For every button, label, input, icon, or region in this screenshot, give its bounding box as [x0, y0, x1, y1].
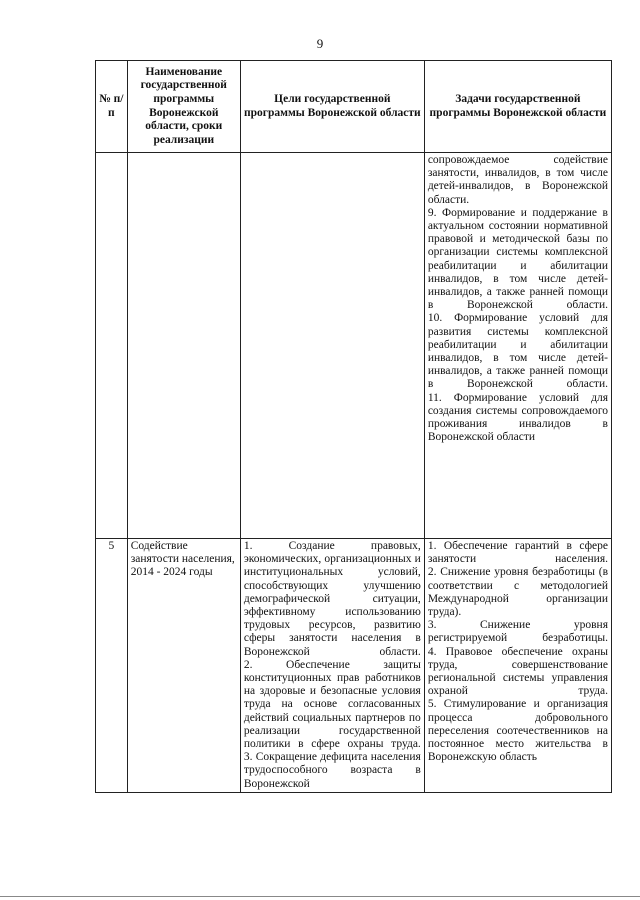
task-paragraph: 10. Формирование условий для развития системы комплексной реабилитации и абилитации инвалидов, в том числе детей-инвалидов, а также ранней помощи в Воронежской области. [427, 312, 608, 391]
task-paragraph: сопровождаемое содействие занятости, инвалидов, в том числе детей-инвалидов, в Воронежской области. [427, 154, 608, 206]
header-program-name: Наименование государственной программы Воронежской области, сроки реализации [127, 61, 240, 153]
table-row [96, 153, 612, 539]
task-paragraph: 3. Снижение уровня регистрируемой безработицы. [427, 619, 608, 645]
cell-num-empty [96, 153, 128, 539]
task-paragraph: 9. Формирование и поддержание в актуальном состоянии нормативной правовой и методической базы по организации системы комплексной реабилитации и абилитации инвалидов, в том числе детей-инвалидов, а также ранней помощи в Воронежской области. [427, 206, 608, 312]
cell-tasks [424, 539, 611, 793]
task-paragraph: 4. Правовое обеспечение охраны труда, совершенствование региональной системы управления охраной труда. [427, 645, 608, 698]
table-header-row [96, 61, 612, 153]
task-paragraph: 11. Формирование условий для создания системы сопровождаемого проживания инвалидов в Воронежской области [427, 391, 608, 444]
cell-goals-empty [240, 153, 424, 539]
goal-paragraph: 1. Создание правовых, экономических, организационных и институциональных условий, способствующих улучшению демографической ситуации, эффективному использованию трудовых ресурсов, развитию сферы занятости населения в Воронежской области. [243, 540, 421, 658]
cell-num: 5 [96, 539, 128, 793]
cell-goals [240, 539, 424, 793]
cell-name-empty [127, 153, 240, 539]
programs-table [95, 60, 612, 793]
task-paragraph: 2. Снижение уровня безработицы (в соответствии с методологией Международной организации труда). [427, 566, 608, 619]
page-bottom-divider [0, 896, 640, 897]
goal-paragraph: 2. Обеспечение защиты конституционных прав работников на здоровые и безопасные условия труда на основе согласованных действий социальных партнеров по реализации государственной политики в сфере охраны труда. [243, 658, 421, 751]
cell-program-name: Содействие занятости населения, 2014 - 2024 годы [127, 539, 240, 793]
task-paragraph: 5. Стимулирование и организация процесса добровольного переселения соотечественников на постоянное место жительства в Воронежскую область [427, 698, 608, 764]
task-paragraph: 1. Обеспечение гарантий в сфере занятости населения. [427, 540, 608, 566]
page-number: 9 [316, 36, 324, 51]
header-tasks: Задачи государственной программы Воронежской области [424, 61, 611, 153]
goal-paragraph: 3. Сокращение дефицита населения трудоспособного возраста в Воронежской [243, 751, 421, 790]
table-row [96, 539, 612, 793]
cell-tasks [424, 153, 611, 539]
header-num: № п/п [96, 61, 128, 153]
header-goals: Цели государственной программы Воронежской области [240, 61, 424, 153]
